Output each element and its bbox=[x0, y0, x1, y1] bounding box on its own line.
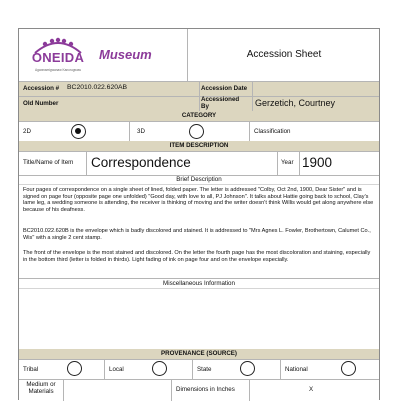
provenance-local-label: Local bbox=[109, 366, 124, 373]
item-description-heading: ITEM DESCRIPTION bbox=[19, 141, 379, 151]
category-2d-radio[interactable] bbox=[71, 124, 86, 139]
brief-description-label: Brief Description bbox=[176, 176, 222, 183]
provenance-tribal-label: Tribal bbox=[23, 366, 39, 373]
accession-number-value[interactable]: BC2010.022.620AB bbox=[67, 84, 128, 91]
category-3d-radio[interactable] bbox=[189, 124, 204, 139]
item-title-value[interactable]: Correspondence bbox=[91, 155, 191, 170]
accessioned-by-value[interactable]: Gerzetich, Courtney bbox=[255, 98, 336, 108]
brief-description-paragraph-3: The front of the envelope is the most stained and discolored. On the letter the fourth page has the most discoloration and staining, especially in the bottom third (letter is folded in thirds). Light fading of ink on page four and on the envelope especially. bbox=[23, 250, 371, 263]
dimensions-label: Dimensions in Inches bbox=[176, 386, 235, 393]
provenance-state-radio[interactable] bbox=[240, 361, 255, 376]
oneida-logo bbox=[23, 35, 93, 83]
misc-info-label: Miscellaneous Information bbox=[163, 280, 235, 287]
item-title-label: Title/Name of Item bbox=[23, 159, 74, 166]
accession-sheet bbox=[18, 28, 380, 400]
misc-info-field[interactable] bbox=[19, 289, 379, 349]
category-heading: CATEGORY bbox=[19, 111, 379, 121]
provenance-national-label: National bbox=[285, 366, 308, 373]
brief-description-paragraph-1: Four pages of correspondence on a single sheet of lined, folded paper. The letter is addressed "Colby, Oct 2nd, 1900, Dear Sister" and is signed on page four (opposite page one unfolded) "Good day, with love to all, PJ Johnson". It talks about Hattie going back to school, Clay's lame leg, a wedding someone is attending, the receiver is thinking of moving and the writer doesn't think Willis would get along anywhere else because of his deafness. bbox=[23, 187, 374, 213]
year-label: Year bbox=[281, 159, 294, 166]
provenance-tribal-radio[interactable] bbox=[67, 361, 82, 376]
category-2d-label: 2D bbox=[23, 128, 31, 135]
museum-label: Museum bbox=[99, 47, 152, 62]
accessioned-by-label: Accessioned By bbox=[201, 96, 240, 110]
dimensions-separator: X bbox=[309, 386, 314, 393]
logo-tagline: Agwanamigwanaw Kanorugwaw bbox=[35, 68, 81, 72]
accession-date-label: Accession Date bbox=[201, 85, 248, 92]
medium-materials-label: Medium or Materials bbox=[26, 381, 56, 395]
classification-label: Classification bbox=[254, 128, 291, 135]
accession-number-label: Accession # bbox=[23, 85, 60, 92]
provenance-national-radio[interactable] bbox=[341, 361, 356, 376]
category-3d-label: 3D bbox=[137, 128, 145, 135]
provenance-state-label: State bbox=[197, 366, 212, 373]
year-value[interactable]: 1900 bbox=[302, 155, 333, 170]
page-title: Accession Sheet bbox=[246, 49, 322, 60]
medium-materials-field[interactable] bbox=[64, 380, 171, 400]
provenance-local-radio[interactable] bbox=[152, 361, 167, 376]
provenance-heading: PROVENANCE (SOURCE) bbox=[19, 349, 379, 359]
selected-dot-icon bbox=[75, 128, 81, 134]
logo-name: ONEIDA bbox=[31, 50, 85, 65]
old-number-label: Old Number bbox=[23, 100, 59, 107]
brief-description-paragraph-2: BC2010.022.620B is the envelope which is badly discolored and stained. It is addressed to "Mrs Agnes L. Fowler, Brothertown, Calumet Co., Wis" with a single 2 cent stamp. bbox=[23, 228, 371, 241]
